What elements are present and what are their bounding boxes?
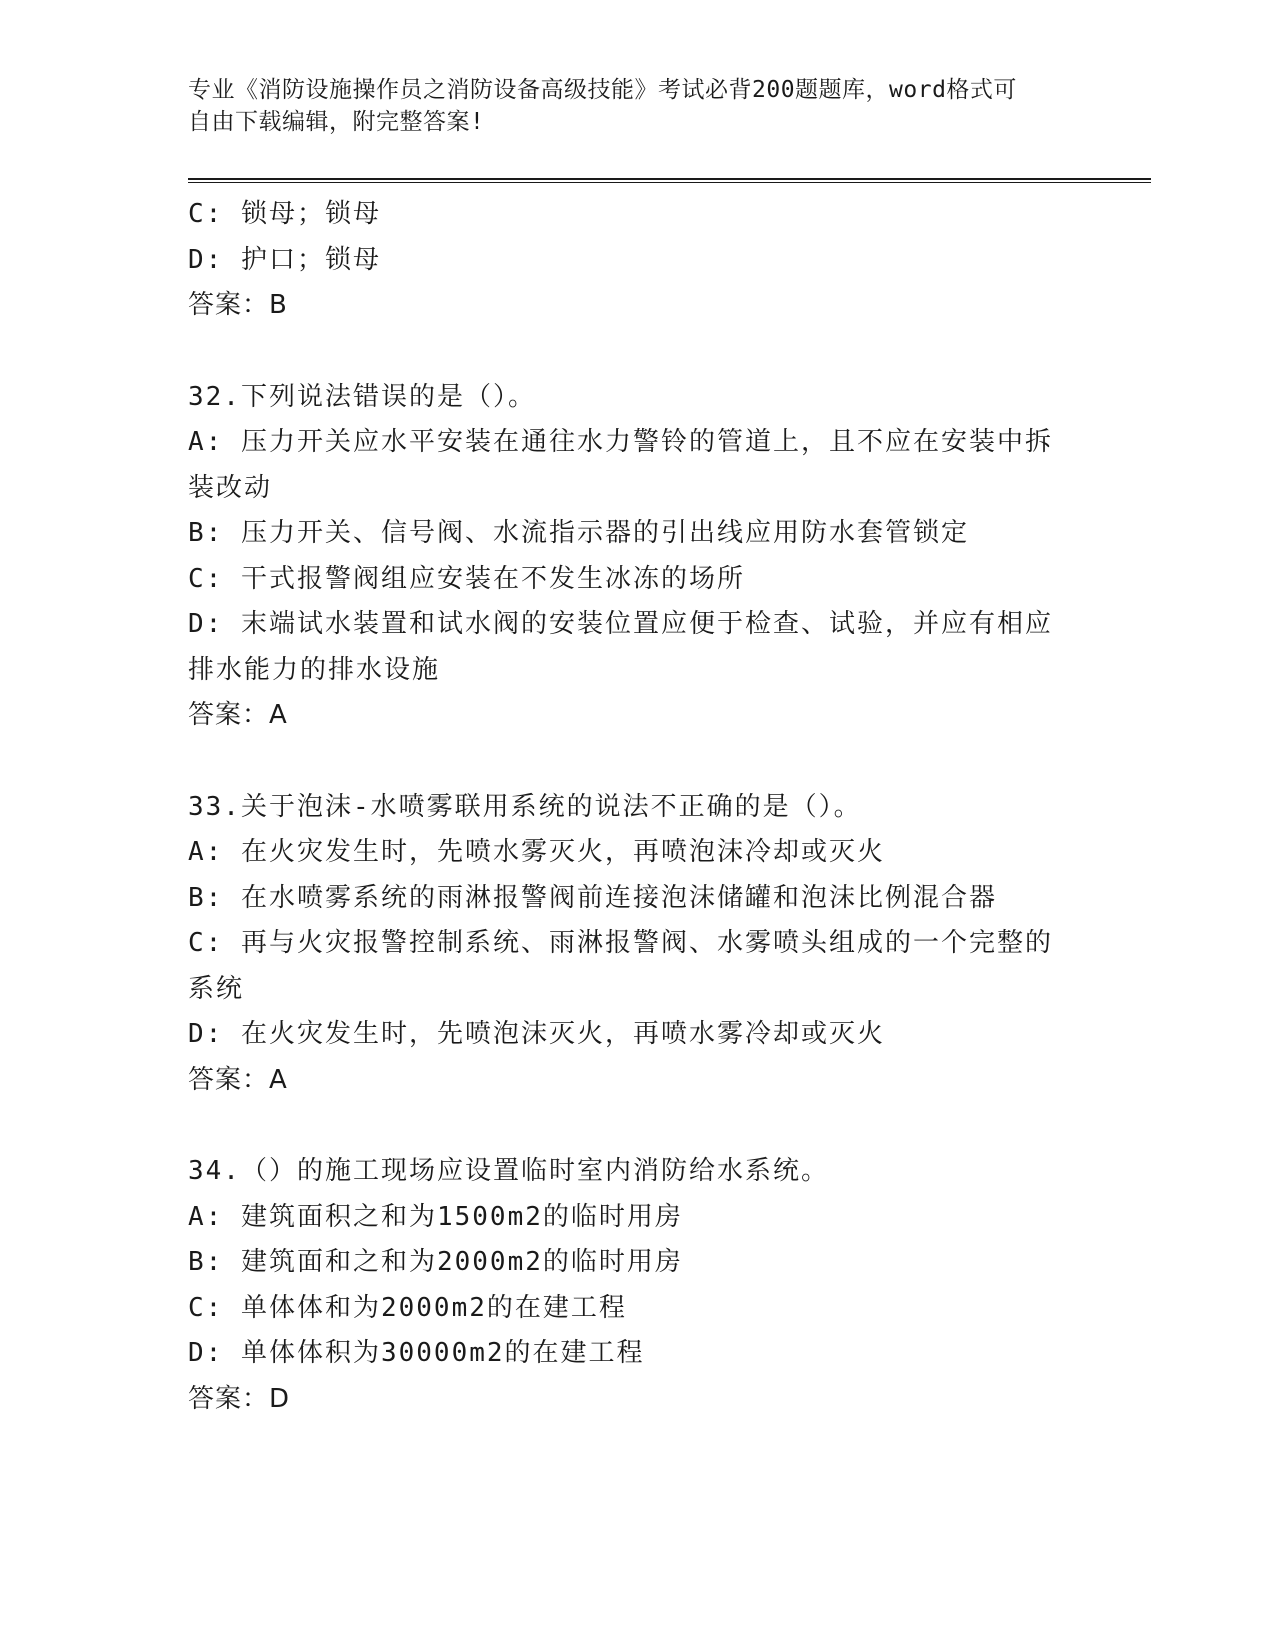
option-b: B: 建筑面和之和为2000m2的临时用房 [188, 1247, 683, 1277]
header-line-2: 自由下载编辑，附完整答案! [188, 109, 485, 135]
option-a: A: 在火灾发生时，先喷水雾灭火，再喷泡沫冷却或灭火 [188, 837, 885, 867]
option-b: B: 在水喷雾系统的雨淋报警阀前连接泡沫储罐和泡沫比例混合器 [188, 882, 997, 913]
answer-line: 答案：A [188, 1064, 288, 1095]
header-rule-thin [188, 182, 1151, 183]
option-d: D: 护口；锁母 [188, 244, 381, 275]
option-d: D: 在火灾发生时，先喷泡沫灭火，再喷水雾冷却或灭火 [188, 1019, 885, 1049]
option-c: C: 单体体和为2000m2的在建工程 [188, 1292, 627, 1323]
option-c-continued: 系统 [188, 973, 245, 1004]
option-c: C: 再与火灾报警控制系统、雨淋报警阀、水雾喷头组成的一个完整的 [188, 928, 1053, 958]
header-line-1: 专业《消防设施操作员之消防设备高级技能》考试必背200题题库，word格式可 [188, 77, 1017, 103]
previous-question-tail [188, 192, 1088, 329]
spacer [188, 1103, 1088, 1149]
page-header [188, 74, 1088, 138]
answer-line: 答案：A [188, 700, 288, 730]
option-d-continued: 排水能力的排水设施 [188, 654, 441, 685]
option-d: D: 末端试水装置和试水阀的安装位置应便于检查、试验，并应有相应 [188, 609, 1053, 639]
question-33 [188, 785, 1088, 1104]
answer-line: 答案：B [188, 290, 288, 320]
option-b: B: 压力开关、信号阀、水流指示器的引出线应用防水套管锁定 [188, 518, 969, 548]
question-34 [188, 1149, 1088, 1422]
question-content [188, 192, 1088, 1422]
option-c: C: 锁母；锁母 [188, 199, 381, 229]
header-rule-thick [188, 178, 1151, 180]
question-32 [188, 375, 1088, 739]
spacer [188, 739, 1088, 785]
header-divider [188, 178, 1151, 184]
answer-line: 答案：D [188, 1383, 291, 1414]
option-a: A: 建筑面积之和为1500m2的临时用房 [188, 1201, 683, 1232]
question-stem: 32.下列说法错误的是（）。 [188, 381, 536, 412]
question-stem: 33.关于泡沫-水喷雾联用系统的说法不正确的是（）。 [188, 791, 862, 822]
option-d: D: 单体体积为30000m2的在建工程 [188, 1338, 645, 1368]
option-c: C: 干式报警阀组应安装在不发生冰冻的场所 [188, 563, 745, 594]
spacer [188, 329, 1088, 375]
question-stem: 34.（）的施工现场应设置临时室内消防给水系统。 [188, 1156, 829, 1186]
option-a: A: 压力开关应水平安装在通往水力警铃的管道上，且不应在安装中拆 [188, 427, 1053, 457]
option-a-continued: 装改动 [188, 472, 273, 503]
